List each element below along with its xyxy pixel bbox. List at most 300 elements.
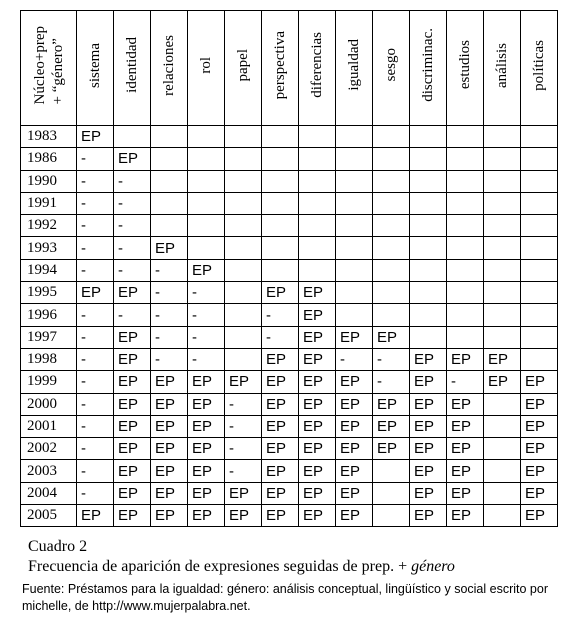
table-cell xyxy=(262,126,299,148)
column-header xyxy=(410,11,447,126)
table-cell: EP xyxy=(336,371,373,393)
column-header xyxy=(484,11,521,126)
table-cell xyxy=(299,237,336,259)
table-cell xyxy=(447,304,484,326)
table-cell: - xyxy=(151,348,188,370)
column-header-label: discriminac. xyxy=(419,28,436,102)
table-cell xyxy=(410,282,447,304)
year-cell: 1993 xyxy=(21,237,77,259)
table-cell xyxy=(188,215,225,237)
table-cell: EP xyxy=(225,482,262,504)
table-cell: EP xyxy=(447,482,484,504)
table-cell xyxy=(225,215,262,237)
table-cell: EP xyxy=(299,326,336,348)
table-cell: EP xyxy=(151,393,188,415)
table-cell: EP xyxy=(410,393,447,415)
table-cell: EP xyxy=(262,282,299,304)
table-cell xyxy=(151,192,188,214)
table-cell: EP xyxy=(484,348,521,370)
table-row xyxy=(21,460,558,482)
table-cell: EP xyxy=(447,415,484,437)
column-header-label: relaciones xyxy=(160,34,177,96)
table-cell xyxy=(521,348,558,370)
table-cell: - xyxy=(373,348,410,370)
source-note: Fuente: Préstamos para la igualdad: género: análisis conceptual, lingüístico y social escrito por michelle, de http://www.mujerpalabra.net. xyxy=(22,582,548,613)
table-cell xyxy=(484,438,521,460)
year-cell: 1983 xyxy=(21,126,77,148)
table-cell xyxy=(151,215,188,237)
table-cell: EP xyxy=(521,393,558,415)
header-row xyxy=(21,11,558,126)
table-cell xyxy=(373,148,410,170)
table-cell xyxy=(484,170,521,192)
table-cell: - xyxy=(114,304,151,326)
table-cell: EP xyxy=(410,348,447,370)
table-cell: EP xyxy=(521,438,558,460)
table-cell: EP xyxy=(151,371,188,393)
corner-header-cell xyxy=(21,11,77,126)
column-header-label: sesgo xyxy=(382,48,399,82)
table-cell: EP xyxy=(114,282,151,304)
table-cell: EP xyxy=(114,482,151,504)
table-cell: - xyxy=(188,304,225,326)
table-cell: - xyxy=(114,170,151,192)
table-cell: EP xyxy=(447,438,484,460)
table-cell xyxy=(151,170,188,192)
table-cell xyxy=(188,148,225,170)
table-cell xyxy=(373,304,410,326)
table-cell xyxy=(262,259,299,281)
caption-title: Cuadro 2 xyxy=(28,538,88,555)
table-cell: EP xyxy=(151,460,188,482)
table-cell xyxy=(484,326,521,348)
table-cell: EP xyxy=(225,371,262,393)
table-cell xyxy=(262,237,299,259)
table-cell xyxy=(114,126,151,148)
table-cell xyxy=(373,170,410,192)
table-cell: EP xyxy=(299,304,336,326)
year-cell: 2004 xyxy=(21,482,77,504)
table-cell: - xyxy=(114,237,151,259)
table-cell: EP xyxy=(114,505,151,527)
table-cell xyxy=(484,482,521,504)
table-cell xyxy=(336,282,373,304)
table-cell: EP xyxy=(299,438,336,460)
table-row xyxy=(21,148,558,170)
column-header-label: sistema xyxy=(86,42,103,88)
table-cell: EP xyxy=(262,438,299,460)
table-cell: EP xyxy=(77,282,114,304)
table-cell xyxy=(373,215,410,237)
table-cell xyxy=(225,148,262,170)
table-cell xyxy=(299,170,336,192)
table-cell xyxy=(373,460,410,482)
table-cell: - xyxy=(77,148,114,170)
table-cell: - xyxy=(77,326,114,348)
table-cell: - xyxy=(188,326,225,348)
year-cell: 2000 xyxy=(21,393,77,415)
table-cell: - xyxy=(114,215,151,237)
table-cell: EP xyxy=(114,415,151,437)
table-cell: - xyxy=(151,304,188,326)
table-cell xyxy=(521,170,558,192)
year-cell: 1991 xyxy=(21,192,77,214)
table-cell: EP xyxy=(336,393,373,415)
table-cell: EP xyxy=(373,326,410,348)
table-cell xyxy=(484,237,521,259)
table-cell: EP xyxy=(410,505,447,527)
table-cell xyxy=(336,259,373,281)
table-row xyxy=(21,237,558,259)
table-cell: - xyxy=(225,393,262,415)
table-body xyxy=(21,126,558,527)
column-header xyxy=(114,11,151,126)
table-cell xyxy=(373,259,410,281)
table-cell xyxy=(299,192,336,214)
table-row xyxy=(21,348,558,370)
caption-description-text: Frecuencia de aparición de expresiones seguidas de prep. + xyxy=(28,558,412,575)
table-cell: EP xyxy=(151,438,188,460)
table-cell: - xyxy=(262,326,299,348)
table-cell: EP xyxy=(77,126,114,148)
table-cell: - xyxy=(188,348,225,370)
table-cell: - xyxy=(77,415,114,437)
table-cell: EP xyxy=(151,505,188,527)
table-row xyxy=(21,259,558,281)
table-cell xyxy=(262,215,299,237)
table-cell xyxy=(484,304,521,326)
table-cell xyxy=(225,282,262,304)
table-cell xyxy=(521,237,558,259)
caption-description xyxy=(28,558,455,576)
table-cell: EP xyxy=(336,326,373,348)
table-cell xyxy=(484,148,521,170)
year-cell: 1986 xyxy=(21,148,77,170)
table-cell xyxy=(484,460,521,482)
table-cell: EP xyxy=(299,282,336,304)
table-cell: - xyxy=(336,348,373,370)
table-cell xyxy=(410,326,447,348)
table-cell xyxy=(521,282,558,304)
year-cell: 1992 xyxy=(21,215,77,237)
table-cell: EP xyxy=(188,259,225,281)
table-cell: - xyxy=(77,259,114,281)
column-header-label: políticas xyxy=(530,39,547,91)
table-cell xyxy=(410,170,447,192)
table-cell xyxy=(225,326,262,348)
table-cell xyxy=(447,259,484,281)
column-header xyxy=(77,11,114,126)
column-header xyxy=(521,11,558,126)
table-cell xyxy=(521,259,558,281)
column-header-label: papel xyxy=(234,48,251,82)
table-row xyxy=(21,326,558,348)
year-cell: 2002 xyxy=(21,438,77,460)
table-row xyxy=(21,215,558,237)
table-cell: EP xyxy=(299,393,336,415)
table-cell: EP xyxy=(225,505,262,527)
table-cell: - xyxy=(77,170,114,192)
table-cell: EP xyxy=(299,482,336,504)
table-cell: EP xyxy=(336,415,373,437)
table-cell xyxy=(447,192,484,214)
column-header-label: identidad xyxy=(123,37,140,93)
table-cell: EP xyxy=(299,460,336,482)
table-cell: EP xyxy=(521,415,558,437)
table-cell: - xyxy=(77,371,114,393)
table-row xyxy=(21,126,558,148)
table-cell xyxy=(521,148,558,170)
table-row xyxy=(21,505,558,527)
table-cell xyxy=(521,215,558,237)
table-cell xyxy=(373,126,410,148)
column-header-label: igualdad xyxy=(345,39,362,91)
table-cell: EP xyxy=(521,371,558,393)
table-cell xyxy=(299,259,336,281)
table-cell: EP xyxy=(299,371,336,393)
table-cell xyxy=(410,148,447,170)
table-cell xyxy=(484,415,521,437)
table-cell xyxy=(299,148,336,170)
table-cell: EP xyxy=(447,393,484,415)
table-row xyxy=(21,282,558,304)
table-cell xyxy=(336,148,373,170)
table-cell xyxy=(447,326,484,348)
table-cell xyxy=(484,393,521,415)
column-header-label: perspectiva xyxy=(271,30,288,100)
table-cell xyxy=(151,126,188,148)
table-cell: - xyxy=(225,415,262,437)
table-cell xyxy=(225,126,262,148)
table-cell xyxy=(447,126,484,148)
table-cell: - xyxy=(188,282,225,304)
table-cell xyxy=(188,170,225,192)
table-cell: - xyxy=(77,460,114,482)
table-cell: - xyxy=(262,304,299,326)
year-cell: 1995 xyxy=(21,282,77,304)
table-cell: EP xyxy=(373,393,410,415)
table-cell: - xyxy=(77,482,114,504)
table-cell: EP xyxy=(336,505,373,527)
table-cell xyxy=(336,215,373,237)
table-cell: EP xyxy=(151,482,188,504)
table-cell xyxy=(521,126,558,148)
table-cell xyxy=(188,192,225,214)
table-cell xyxy=(336,237,373,259)
table-cell: EP xyxy=(299,415,336,437)
column-header-label: diferencias xyxy=(308,32,325,98)
table-cell: - xyxy=(373,371,410,393)
table-cell xyxy=(484,192,521,214)
column-header xyxy=(188,11,225,126)
table-cell: EP xyxy=(114,460,151,482)
table-cell: EP xyxy=(262,505,299,527)
corner-header-label: Núcleo+prep + “género” xyxy=(31,25,66,105)
table-cell xyxy=(410,304,447,326)
table-cell xyxy=(262,170,299,192)
table-cell: EP xyxy=(188,460,225,482)
table-row xyxy=(21,438,558,460)
table-cell xyxy=(410,215,447,237)
column-header xyxy=(299,11,336,126)
table-row xyxy=(21,371,558,393)
table-cell xyxy=(151,148,188,170)
table-cell xyxy=(299,126,336,148)
table-cell: EP xyxy=(521,482,558,504)
table-cell xyxy=(521,192,558,214)
year-cell: 1997 xyxy=(21,326,77,348)
table-cell: - xyxy=(114,192,151,214)
table-cell: - xyxy=(77,192,114,214)
table-row xyxy=(21,304,558,326)
table-cell xyxy=(373,192,410,214)
table-cell xyxy=(410,259,447,281)
table-row xyxy=(21,482,558,504)
table-cell xyxy=(373,482,410,504)
table-cell: EP xyxy=(262,371,299,393)
table-header xyxy=(21,11,558,126)
table-cell: EP xyxy=(410,460,447,482)
table-cell: EP xyxy=(484,371,521,393)
table-cell xyxy=(484,259,521,281)
table-cell: EP xyxy=(521,505,558,527)
year-cell: 1996 xyxy=(21,304,77,326)
table-cell: EP xyxy=(336,460,373,482)
table-cell: - xyxy=(225,460,262,482)
table-cell xyxy=(410,192,447,214)
table-cell: EP xyxy=(410,371,447,393)
table-cell: EP xyxy=(299,348,336,370)
table-cell: EP xyxy=(114,148,151,170)
year-cell: 1998 xyxy=(21,348,77,370)
table-cell: - xyxy=(77,393,114,415)
table-cell xyxy=(225,259,262,281)
table-cell: EP xyxy=(188,482,225,504)
table-cell: - xyxy=(151,259,188,281)
table-cell xyxy=(447,148,484,170)
year-cell: 1990 xyxy=(21,170,77,192)
table-row xyxy=(21,170,558,192)
table-cell xyxy=(410,126,447,148)
column-header-label: estudios xyxy=(456,40,473,90)
table-cell: EP xyxy=(262,460,299,482)
table-cell xyxy=(336,170,373,192)
table-cell: EP xyxy=(262,348,299,370)
table-cell xyxy=(373,282,410,304)
table-cell xyxy=(484,215,521,237)
table-cell: EP xyxy=(447,348,484,370)
table-cell: EP xyxy=(299,505,336,527)
column-header xyxy=(336,11,373,126)
table-cell xyxy=(336,192,373,214)
table-cell xyxy=(484,126,521,148)
table-cell xyxy=(336,126,373,148)
table-cell xyxy=(225,304,262,326)
table-cell: EP xyxy=(410,482,447,504)
table-cell: EP xyxy=(373,438,410,460)
table-cell: EP xyxy=(447,460,484,482)
column-header xyxy=(151,11,188,126)
table-cell: EP xyxy=(188,505,225,527)
column-header xyxy=(262,11,299,126)
table-cell: EP xyxy=(188,371,225,393)
column-header xyxy=(225,11,262,126)
table-cell: EP xyxy=(336,438,373,460)
year-cell: 1999 xyxy=(21,371,77,393)
year-cell: 2005 xyxy=(21,505,77,527)
table-cell: EP xyxy=(373,415,410,437)
table-cell: EP xyxy=(447,505,484,527)
table-cell: EP xyxy=(114,393,151,415)
table-cell: EP xyxy=(114,438,151,460)
table-cell: - xyxy=(114,259,151,281)
table-cell: EP xyxy=(410,438,447,460)
table-cell xyxy=(373,237,410,259)
column-header xyxy=(447,11,484,126)
table-cell: - xyxy=(151,282,188,304)
table-cell xyxy=(299,215,336,237)
year-cell: 2003 xyxy=(21,460,77,482)
table-cell xyxy=(447,215,484,237)
table-cell: EP xyxy=(151,415,188,437)
table-cell xyxy=(188,126,225,148)
table-cell: EP xyxy=(188,438,225,460)
table-cell: - xyxy=(77,348,114,370)
table-row xyxy=(21,393,558,415)
table-cell: - xyxy=(77,215,114,237)
table-cell xyxy=(484,282,521,304)
table-cell: - xyxy=(77,237,114,259)
table-cell xyxy=(336,304,373,326)
table-cell xyxy=(521,326,558,348)
table-cell: - xyxy=(77,304,114,326)
table-cell xyxy=(484,505,521,527)
table-cell xyxy=(410,237,447,259)
column-header xyxy=(373,11,410,126)
table-cell: EP xyxy=(151,237,188,259)
table-cell: EP xyxy=(262,415,299,437)
table-cell xyxy=(262,148,299,170)
table-cell xyxy=(262,192,299,214)
table-cell xyxy=(225,348,262,370)
table-cell xyxy=(225,237,262,259)
table-cell: - xyxy=(225,438,262,460)
table-cell: EP xyxy=(77,505,114,527)
table-cell: EP xyxy=(114,326,151,348)
table-cell xyxy=(447,237,484,259)
table-cell xyxy=(225,192,262,214)
year-cell: 2001 xyxy=(21,415,77,437)
table-cell: EP xyxy=(188,415,225,437)
table-cell: EP xyxy=(410,415,447,437)
table-cell xyxy=(225,170,262,192)
table-row xyxy=(21,192,558,214)
table-cell: EP xyxy=(188,393,225,415)
table-cell: EP xyxy=(114,371,151,393)
table-cell xyxy=(373,505,410,527)
table-cell: EP xyxy=(521,460,558,482)
column-header-label: rol xyxy=(197,56,214,74)
table-cell xyxy=(188,237,225,259)
table-cell: EP xyxy=(114,348,151,370)
table-row xyxy=(21,415,558,437)
table-cell: EP xyxy=(262,482,299,504)
year-cell: 1994 xyxy=(21,259,77,281)
expressions-table xyxy=(20,10,558,527)
caption-description-emphasis: género xyxy=(411,558,455,575)
column-header-label: análisis xyxy=(493,42,510,88)
table-cell: - xyxy=(151,326,188,348)
